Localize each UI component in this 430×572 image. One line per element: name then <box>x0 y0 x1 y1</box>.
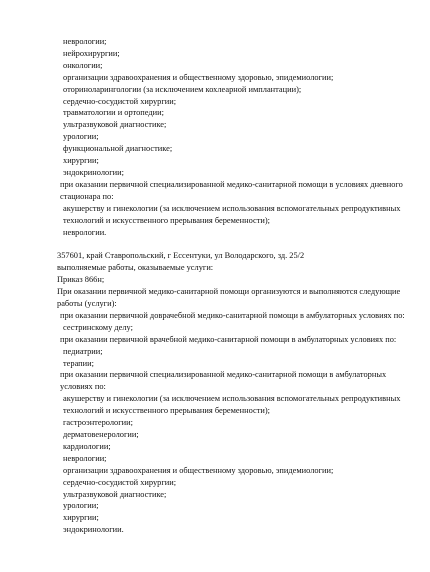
list-item: акушерству и гинекологии (за исключением использования вспомогательных репродуктивных технологий и искусственного прерывания беременности); <box>63 394 401 416</box>
list-item: онкологии; <box>63 60 103 70</box>
section-heading: при оказании первичной врачебной медико-санитарной помощи в амбулаторных условиях по: <box>60 334 397 344</box>
list-item: травматологии и ортопедии; <box>63 108 164 118</box>
section-1 <box>57 36 407 238</box>
list-item: акушерству и гинекологии (за исключением использования вспомогательных репродуктивных технологий и искусственного прерывания беременности); <box>63 203 401 225</box>
list-item: оториноларингологии (за исключением кохлеарной имплантации); <box>63 84 302 94</box>
works-label: выполняемые работы, оказываемые услуги: <box>57 263 214 273</box>
list-item: эндокринологии. <box>63 525 124 535</box>
section-2 <box>57 250 407 536</box>
address: 357601, край Ставропольский, г Ессентуки, ул Володарского, зд. 25/2 <box>57 251 305 261</box>
list-item: урологии; <box>63 501 99 511</box>
list-item: эндокринологии; <box>63 167 124 177</box>
intro-text: При оказании первичной медико-санитарной помощи организуются и выполняются следующие работы (услуги): <box>57 287 401 309</box>
list-item: ультразвуковой диагностике; <box>63 120 167 130</box>
list-item: неврологии; <box>63 37 107 46</box>
list-item: функциональной диагностике; <box>63 144 173 154</box>
list-item: педиатрии; <box>63 346 103 356</box>
list-item: ультразвуковой диагностике; <box>63 489 167 499</box>
list-item: организации здравоохранения и общественному здоровью, эпидемиологии; <box>63 72 334 82</box>
list-item: сердечно-сосудистой хирургии; <box>63 477 177 487</box>
list-item: неврологии; <box>63 453 107 463</box>
section-heading: при оказании первичной доврачебной медико-санитарной помощи в амбулаторных условиях по: <box>60 310 405 320</box>
list-item: нейрохирургии; <box>63 48 120 58</box>
section-heading: при оказании первичной специализированной медико-санитарной помощи в условиях дневного стационара по: <box>60 179 403 201</box>
order-reference: Приказ 866н; <box>57 275 105 285</box>
list-item: дерматовенерологии; <box>63 430 139 439</box>
list-item: гастроэнтерологии; <box>63 418 133 428</box>
list-item: сестринскому делу; <box>63 322 133 332</box>
document-page <box>57 36 407 536</box>
list-item: хирургии; <box>63 156 99 166</box>
list-item: неврологии. <box>63 227 107 237</box>
spacer <box>57 238 407 250</box>
list-item: организации здравоохранения и общественному здоровью, эпидемиологии; <box>63 465 334 475</box>
section-heading: при оказании первичной специализированной медико-санитарной помощи в амбулаторных условиях по: <box>60 370 387 392</box>
list-item: терапии; <box>63 358 94 368</box>
list-item: кардиологии; <box>63 441 111 451</box>
list-item: урологии; <box>63 132 99 142</box>
list-item: сердечно-сосудистой хирургии; <box>63 96 177 106</box>
list-item: хирургии; <box>63 513 99 523</box>
